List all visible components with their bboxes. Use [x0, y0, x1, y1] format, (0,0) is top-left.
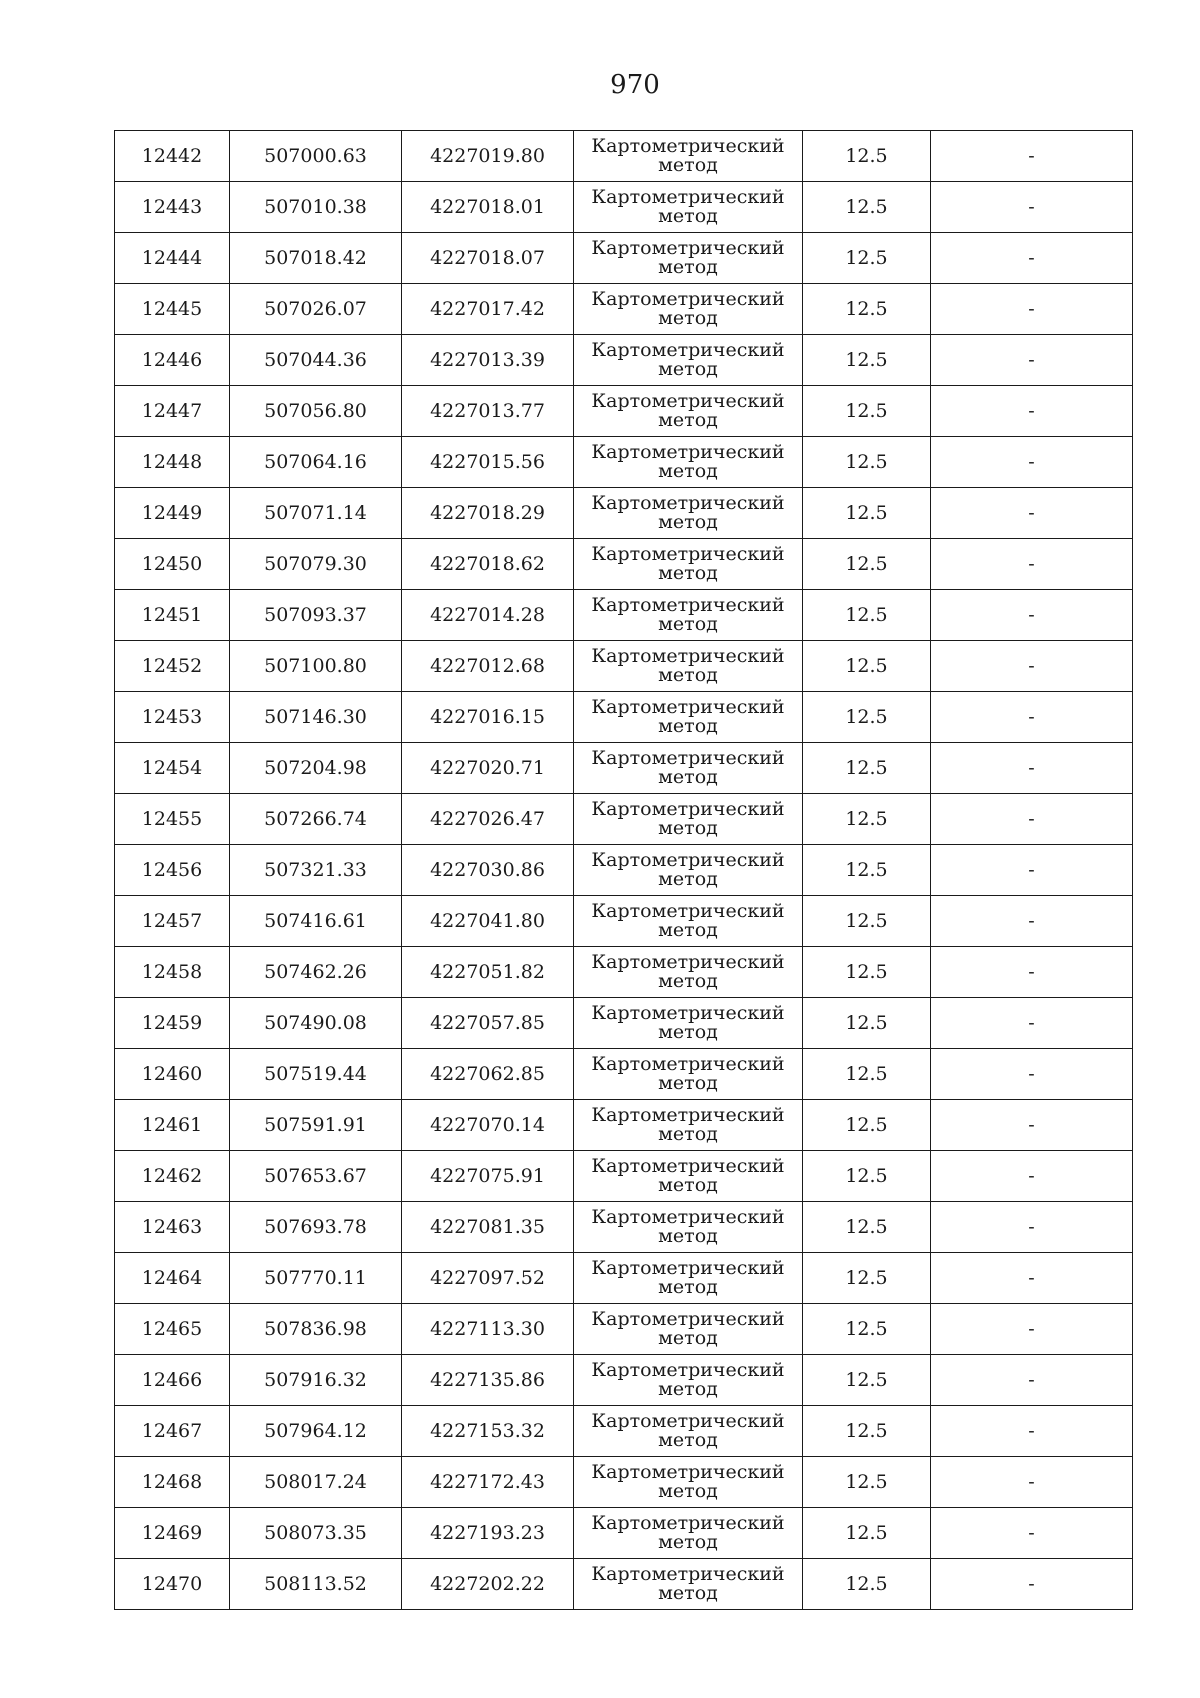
note-cell: -: [931, 1457, 1133, 1508]
method-line-2: метод: [658, 1480, 718, 1502]
method-cell: [574, 1508, 803, 1559]
accuracy-cell: 12.5: [803, 1253, 931, 1304]
method-line-1: Картометрический: [591, 135, 785, 157]
accuracy-cell: 12.5: [803, 284, 931, 335]
x-coordinate-cell: 507010.38: [230, 182, 402, 233]
method-line-2: метод: [658, 817, 718, 839]
method-cell: [574, 1151, 803, 1202]
method-line-1: Картометрический: [591, 1410, 785, 1432]
accuracy-cell: 12.5: [803, 539, 931, 590]
method-cell: [574, 182, 803, 233]
accuracy-cell: 12.5: [803, 947, 931, 998]
method-line-1: Картометрический: [591, 186, 785, 208]
note-cell: -: [931, 1151, 1133, 1202]
y-coordinate-cell: 4227081.35: [402, 1202, 574, 1253]
method-line-2: метод: [658, 1123, 718, 1145]
method-line-2: метод: [658, 256, 718, 278]
method-line-2: метод: [658, 766, 718, 788]
note-cell: -: [931, 590, 1133, 641]
y-coordinate-cell: 4227018.07: [402, 233, 574, 284]
note-cell: -: [931, 131, 1133, 182]
point-id-cell: 12467: [115, 1406, 230, 1457]
method-line-2: метод: [658, 1531, 718, 1553]
y-coordinate-cell: 4227026.47: [402, 794, 574, 845]
point-id-cell: 12445: [115, 284, 230, 335]
method-line-2: метод: [658, 1225, 718, 1247]
point-id-cell: 12450: [115, 539, 230, 590]
y-coordinate-cell: 4227016.15: [402, 692, 574, 743]
method-cell: [574, 998, 803, 1049]
y-coordinate-cell: 4227062.85: [402, 1049, 574, 1100]
point-id-cell: 12447: [115, 386, 230, 437]
table-row: [115, 488, 1133, 539]
y-coordinate-cell: 4227075.91: [402, 1151, 574, 1202]
coordinates-table: [114, 130, 1133, 1610]
method-line-1: Картометрический: [591, 645, 785, 667]
point-id-cell: 12443: [115, 182, 230, 233]
table-row: [115, 1406, 1133, 1457]
table-row: [115, 1559, 1133, 1610]
note-cell: -: [931, 437, 1133, 488]
x-coordinate-cell: 507836.98: [230, 1304, 402, 1355]
point-id-cell: 12451: [115, 590, 230, 641]
note-cell: -: [931, 998, 1133, 1049]
coordinates-table-body: [115, 131, 1133, 1610]
note-cell: -: [931, 1049, 1133, 1100]
accuracy-cell: 12.5: [803, 896, 931, 947]
note-cell: -: [931, 641, 1133, 692]
method-line-1: Картометрический: [591, 237, 785, 259]
method-line-2: метод: [658, 358, 718, 380]
method-cell: [574, 1049, 803, 1100]
method-cell: [574, 437, 803, 488]
table-row: [115, 1049, 1133, 1100]
method-cell: [574, 947, 803, 998]
table-row: [115, 182, 1133, 233]
method-line-2: метод: [658, 154, 718, 176]
accuracy-cell: 12.5: [803, 233, 931, 284]
method-line-2: метод: [658, 1378, 718, 1400]
method-cell: [574, 386, 803, 437]
point-id-cell: 12464: [115, 1253, 230, 1304]
point-id-cell: 12456: [115, 845, 230, 896]
x-coordinate-cell: 507056.80: [230, 386, 402, 437]
accuracy-cell: 12.5: [803, 1406, 931, 1457]
y-coordinate-cell: 4227017.42: [402, 284, 574, 335]
method-line-1: Картометрический: [591, 1155, 785, 1177]
note-cell: -: [931, 386, 1133, 437]
x-coordinate-cell: 507204.98: [230, 743, 402, 794]
point-id-cell: 12453: [115, 692, 230, 743]
page-number: 970: [610, 70, 660, 100]
method-line-2: метод: [658, 868, 718, 890]
method-line-2: метод: [658, 715, 718, 737]
table-row: [115, 1457, 1133, 1508]
table-row: [115, 1304, 1133, 1355]
point-id-cell: 12457: [115, 896, 230, 947]
y-coordinate-cell: 4227041.80: [402, 896, 574, 947]
method-line-2: метод: [658, 970, 718, 992]
point-id-cell: 12470: [115, 1559, 230, 1610]
note-cell: -: [931, 1202, 1133, 1253]
point-id-cell: 12454: [115, 743, 230, 794]
y-coordinate-cell: 4227018.29: [402, 488, 574, 539]
table-row: [115, 335, 1133, 386]
y-coordinate-cell: 4227030.86: [402, 845, 574, 896]
x-coordinate-cell: 507591.91: [230, 1100, 402, 1151]
y-coordinate-cell: 4227015.56: [402, 437, 574, 488]
point-id-cell: 12449: [115, 488, 230, 539]
x-coordinate-cell: 507490.08: [230, 998, 402, 1049]
table-row: [115, 539, 1133, 590]
note-cell: -: [931, 743, 1133, 794]
accuracy-cell: 12.5: [803, 437, 931, 488]
method-line-2: метод: [658, 409, 718, 431]
x-coordinate-cell: 507100.80: [230, 641, 402, 692]
table-row: [115, 1508, 1133, 1559]
method-line-2: метод: [658, 1429, 718, 1451]
method-line-2: метод: [658, 511, 718, 533]
method-cell: [574, 845, 803, 896]
y-coordinate-cell: 4227202.22: [402, 1559, 574, 1610]
method-line-1: Картометрический: [591, 1206, 785, 1228]
method-line-1: Картометрический: [591, 1308, 785, 1330]
accuracy-cell: 12.5: [803, 1355, 931, 1406]
x-coordinate-cell: 507146.30: [230, 692, 402, 743]
method-cell: [574, 641, 803, 692]
method-line-1: Картометрический: [591, 1563, 785, 1585]
note-cell: -: [931, 1304, 1133, 1355]
table-row: [115, 794, 1133, 845]
point-id-cell: 12452: [115, 641, 230, 692]
accuracy-cell: 12.5: [803, 1049, 931, 1100]
accuracy-cell: 12.5: [803, 182, 931, 233]
method-line-2: метод: [658, 613, 718, 635]
point-id-cell: 12458: [115, 947, 230, 998]
accuracy-cell: 12.5: [803, 335, 931, 386]
table-row: [115, 284, 1133, 335]
accuracy-cell: 12.5: [803, 488, 931, 539]
method-line-1: Картометрический: [591, 900, 785, 922]
table-row: [115, 590, 1133, 641]
point-id-cell: 12466: [115, 1355, 230, 1406]
y-coordinate-cell: 4227020.71: [402, 743, 574, 794]
note-cell: -: [931, 233, 1133, 284]
accuracy-cell: 12.5: [803, 590, 931, 641]
x-coordinate-cell: 508113.52: [230, 1559, 402, 1610]
method-line-1: Картометрический: [591, 951, 785, 973]
point-id-cell: 12465: [115, 1304, 230, 1355]
method-cell: [574, 233, 803, 284]
accuracy-cell: 12.5: [803, 131, 931, 182]
x-coordinate-cell: 507416.61: [230, 896, 402, 947]
y-coordinate-cell: 4227070.14: [402, 1100, 574, 1151]
point-id-cell: 12442: [115, 131, 230, 182]
method-cell: [574, 1202, 803, 1253]
point-id-cell: 12448: [115, 437, 230, 488]
method-cell: [574, 590, 803, 641]
table-row: [115, 947, 1133, 998]
point-id-cell: 12463: [115, 1202, 230, 1253]
x-coordinate-cell: 507266.74: [230, 794, 402, 845]
y-coordinate-cell: 4227018.01: [402, 182, 574, 233]
x-coordinate-cell: 507653.67: [230, 1151, 402, 1202]
accuracy-cell: 12.5: [803, 794, 931, 845]
y-coordinate-cell: 4227019.80: [402, 131, 574, 182]
accuracy-cell: 12.5: [803, 998, 931, 1049]
method-cell: [574, 743, 803, 794]
note-cell: -: [931, 284, 1133, 335]
accuracy-cell: 12.5: [803, 1457, 931, 1508]
point-id-cell: 12462: [115, 1151, 230, 1202]
accuracy-cell: 12.5: [803, 1100, 931, 1151]
y-coordinate-cell: 4227012.68: [402, 641, 574, 692]
point-id-cell: 12444: [115, 233, 230, 284]
method-line-2: метод: [658, 1327, 718, 1349]
note-cell: -: [931, 182, 1133, 233]
x-coordinate-cell: 508017.24: [230, 1457, 402, 1508]
x-coordinate-cell: 507064.16: [230, 437, 402, 488]
table-row: [115, 1151, 1133, 1202]
method-line-1: Картометрический: [591, 390, 785, 412]
method-line-2: метод: [658, 205, 718, 227]
accuracy-cell: 12.5: [803, 1508, 931, 1559]
note-cell: -: [931, 1559, 1133, 1610]
method-line-1: Картометрический: [591, 1104, 785, 1126]
note-cell: -: [931, 1508, 1133, 1559]
y-coordinate-cell: 4227013.39: [402, 335, 574, 386]
method-line-1: Картометрический: [591, 543, 785, 565]
note-cell: -: [931, 539, 1133, 590]
method-cell: [574, 284, 803, 335]
table-row: [115, 845, 1133, 896]
method-line-2: метод: [658, 919, 718, 941]
method-cell: [574, 131, 803, 182]
table-row: [115, 437, 1133, 488]
table-row: [115, 1100, 1133, 1151]
x-coordinate-cell: 507964.12: [230, 1406, 402, 1457]
method-line-1: Картометрический: [591, 1512, 785, 1534]
method-line-2: метод: [658, 664, 718, 686]
table-row: [115, 641, 1133, 692]
note-cell: -: [931, 896, 1133, 947]
point-id-cell: 12459: [115, 998, 230, 1049]
x-coordinate-cell: 507071.14: [230, 488, 402, 539]
accuracy-cell: 12.5: [803, 1202, 931, 1253]
method-line-1: Картометрический: [591, 747, 785, 769]
table-row: [115, 1355, 1133, 1406]
y-coordinate-cell: 4227193.23: [402, 1508, 574, 1559]
table-row: [115, 998, 1133, 1049]
accuracy-cell: 12.5: [803, 386, 931, 437]
point-id-cell: 12468: [115, 1457, 230, 1508]
note-cell: -: [931, 947, 1133, 998]
note-cell: -: [931, 845, 1133, 896]
method-line-2: метод: [658, 1072, 718, 1094]
table-row: [115, 1202, 1133, 1253]
method-line-2: метод: [658, 307, 718, 329]
method-cell: [574, 1100, 803, 1151]
method-line-2: метод: [658, 1021, 718, 1043]
y-coordinate-cell: 4227135.86: [402, 1355, 574, 1406]
x-coordinate-cell: 507693.78: [230, 1202, 402, 1253]
y-coordinate-cell: 4227057.85: [402, 998, 574, 1049]
method-cell: [574, 1304, 803, 1355]
method-cell: [574, 692, 803, 743]
x-coordinate-cell: 507093.37: [230, 590, 402, 641]
x-coordinate-cell: 507079.30: [230, 539, 402, 590]
method-line-2: метод: [658, 1174, 718, 1196]
x-coordinate-cell: 507519.44: [230, 1049, 402, 1100]
method-line-2: метод: [658, 460, 718, 482]
method-line-2: метод: [658, 562, 718, 584]
method-line-2: метод: [658, 1276, 718, 1298]
x-coordinate-cell: 507000.63: [230, 131, 402, 182]
note-cell: -: [931, 1355, 1133, 1406]
note-cell: -: [931, 1406, 1133, 1457]
x-coordinate-cell: 507044.36: [230, 335, 402, 386]
accuracy-cell: 12.5: [803, 692, 931, 743]
method-cell: [574, 1253, 803, 1304]
accuracy-cell: 12.5: [803, 1304, 931, 1355]
method-line-1: Картометрический: [591, 798, 785, 820]
method-line-1: Картометрический: [591, 696, 785, 718]
method-line-1: Картометрический: [591, 1053, 785, 1075]
x-coordinate-cell: 508073.35: [230, 1508, 402, 1559]
method-line-1: Картометрический: [591, 288, 785, 310]
y-coordinate-cell: 4227153.32: [402, 1406, 574, 1457]
point-id-cell: 12460: [115, 1049, 230, 1100]
method-line-1: Картометрический: [591, 339, 785, 361]
note-cell: -: [931, 794, 1133, 845]
method-cell: [574, 1457, 803, 1508]
point-id-cell: 12446: [115, 335, 230, 386]
accuracy-cell: 12.5: [803, 845, 931, 896]
method-cell: [574, 1406, 803, 1457]
table-row: [115, 692, 1133, 743]
method-line-1: Картометрический: [591, 441, 785, 463]
point-id-cell: 12461: [115, 1100, 230, 1151]
x-coordinate-cell: 507770.11: [230, 1253, 402, 1304]
note-cell: -: [931, 1100, 1133, 1151]
accuracy-cell: 12.5: [803, 743, 931, 794]
method-cell: [574, 896, 803, 947]
x-coordinate-cell: 507026.07: [230, 284, 402, 335]
method-line-1: Картометрический: [591, 1257, 785, 1279]
note-cell: -: [931, 335, 1133, 386]
method-line-1: Картометрический: [591, 1461, 785, 1483]
x-coordinate-cell: 507018.42: [230, 233, 402, 284]
method-cell: [574, 1559, 803, 1610]
y-coordinate-cell: 4227013.77: [402, 386, 574, 437]
accuracy-cell: 12.5: [803, 1151, 931, 1202]
method-line-1: Картометрический: [591, 492, 785, 514]
x-coordinate-cell: 507321.33: [230, 845, 402, 896]
method-line-1: Картометрический: [591, 849, 785, 871]
table-row: [115, 386, 1133, 437]
method-cell: [574, 488, 803, 539]
method-line-1: Картометрический: [591, 1002, 785, 1024]
y-coordinate-cell: 4227113.30: [402, 1304, 574, 1355]
point-id-cell: 12469: [115, 1508, 230, 1559]
method-cell: [574, 1355, 803, 1406]
method-line-2: метод: [658, 1582, 718, 1604]
note-cell: -: [931, 488, 1133, 539]
y-coordinate-cell: 4227051.82: [402, 947, 574, 998]
note-cell: -: [931, 692, 1133, 743]
y-coordinate-cell: 4227014.28: [402, 590, 574, 641]
x-coordinate-cell: 507462.26: [230, 947, 402, 998]
point-id-cell: 12455: [115, 794, 230, 845]
y-coordinate-cell: 4227097.52: [402, 1253, 574, 1304]
method-cell: [574, 335, 803, 386]
x-coordinate-cell: 507916.32: [230, 1355, 402, 1406]
method-cell: [574, 794, 803, 845]
table-row: [115, 233, 1133, 284]
accuracy-cell: 12.5: [803, 1559, 931, 1610]
note-cell: -: [931, 1253, 1133, 1304]
method-line-1: Картометрический: [591, 1359, 785, 1381]
table-row: [115, 1253, 1133, 1304]
table-row: [115, 743, 1133, 794]
accuracy-cell: 12.5: [803, 641, 931, 692]
method-cell: [574, 539, 803, 590]
method-line-1: Картометрический: [591, 594, 785, 616]
y-coordinate-cell: 4227172.43: [402, 1457, 574, 1508]
table-row: [115, 131, 1133, 182]
y-coordinate-cell: 4227018.62: [402, 539, 574, 590]
table-row: [115, 896, 1133, 947]
